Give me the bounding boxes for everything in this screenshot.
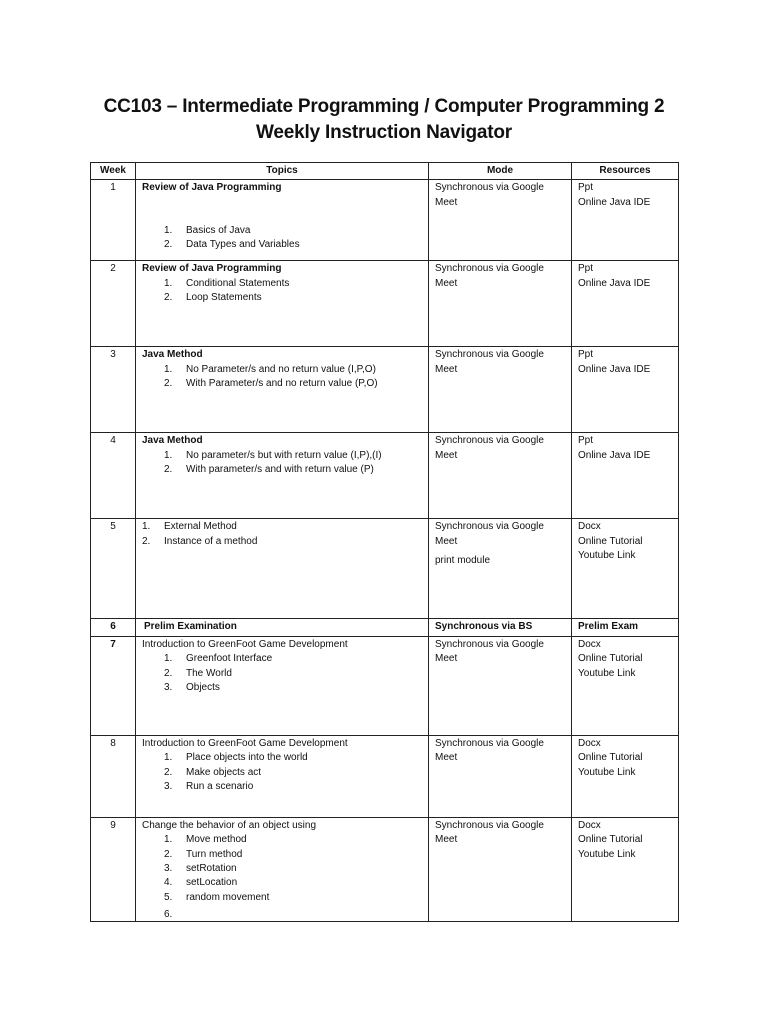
resource-item: Docx xyxy=(578,521,601,533)
list-item: 1. Place objects into the world xyxy=(164,752,308,764)
week-number: 3 xyxy=(91,347,136,433)
resource-item: Youtube Link xyxy=(578,848,636,860)
week-number: 2 xyxy=(91,261,136,347)
resource-item: Online Java IDE xyxy=(578,449,651,461)
document-title xyxy=(0,94,768,146)
topic-list xyxy=(142,449,422,478)
list-item: 1. No parameter/s but with return value (I,P),(I) xyxy=(164,449,382,461)
mode-cell: Synchronous via Google Meet xyxy=(429,347,572,433)
topics-cell xyxy=(136,261,429,347)
list-item: 2. With Parameter/s and no return value (P,O) xyxy=(164,378,378,390)
topic-heading: Prelim Examination xyxy=(144,621,237,633)
list-item: 1. No Parameter/s and no return value (I,P,O) xyxy=(164,363,376,375)
mode-text: Synchronous via Google Meet xyxy=(435,521,544,547)
resource-item: Youtube Link xyxy=(578,766,636,778)
mode-cell: Synchronous via Google Meet xyxy=(429,636,572,735)
week-number: 5 xyxy=(91,519,136,619)
topic-list xyxy=(142,363,422,392)
resources-cell xyxy=(572,433,679,519)
mode-cell: Synchronous via Google Meet xyxy=(429,261,572,347)
topics-cell xyxy=(136,636,429,735)
title-line-1: CC103 – Intermediate Programming / Computer Programming 2 xyxy=(103,96,665,117)
week-number: 9 xyxy=(91,817,136,921)
week-number: 1 xyxy=(91,180,136,261)
topic-heading: Introduction to GreenFoot Game Development xyxy=(142,638,348,650)
topic-list xyxy=(142,277,422,306)
list-item: 3. Run a scenario xyxy=(164,781,254,793)
resources-cell xyxy=(572,347,679,433)
list-item: 1. External Method xyxy=(142,521,237,533)
list-item: 1. Greenfoot Interface xyxy=(164,653,273,665)
resources-cell xyxy=(572,636,679,735)
mode-cell xyxy=(429,519,572,619)
mode-cell: Synchronous via Google Meet xyxy=(429,735,572,817)
table-row xyxy=(91,180,679,261)
resources-cell xyxy=(572,519,679,619)
resource-item: Ppt xyxy=(578,435,594,447)
resource-item: Docx xyxy=(578,638,601,650)
topics-cell xyxy=(136,735,429,817)
resource-item: Youtube Link xyxy=(578,667,636,679)
resources-cell xyxy=(572,817,679,921)
table-row xyxy=(91,735,679,817)
week-number: 8 xyxy=(91,735,136,817)
topics-cell xyxy=(136,519,429,619)
topics-cell xyxy=(136,619,429,636)
list-item: 2. The World xyxy=(164,667,232,679)
header-topics: Topics xyxy=(136,163,429,180)
resource-item: Online Tutorial xyxy=(578,834,643,846)
table-row xyxy=(91,261,679,347)
resource-item: Online Java IDE xyxy=(578,277,651,289)
list-item: 2. Data Types and Variables xyxy=(164,239,300,251)
resources-cell xyxy=(572,619,679,636)
mode-extra-text: print module xyxy=(435,555,491,567)
topic-heading: Change the behavior of an object using xyxy=(142,819,317,831)
resource-item: Ppt xyxy=(578,349,594,361)
table-row xyxy=(91,619,679,636)
resources-cell xyxy=(572,261,679,347)
resource-item: Online Tutorial xyxy=(578,653,643,665)
table-header-row xyxy=(91,163,679,180)
table-row xyxy=(91,817,679,921)
resources-cell xyxy=(572,180,679,261)
list-item: 1. Basics of Java xyxy=(164,224,251,236)
list-item: 2. Turn method xyxy=(164,848,243,860)
resource-item: Youtube Link xyxy=(578,550,636,562)
topic-heading: Introduction to GreenFoot Game Development xyxy=(142,737,348,749)
topic-heading: Java Method xyxy=(142,349,203,361)
list-item: 2. With parameter/s and with return value (P) xyxy=(164,464,374,476)
resource-item: Online Tutorial xyxy=(578,752,643,764)
resource-item: Prelim Exam xyxy=(578,621,639,633)
header-mode: Mode xyxy=(429,163,572,180)
mode-cell: Synchronous via Google Meet xyxy=(429,180,572,261)
resources-cell xyxy=(572,735,679,817)
header-week: Week xyxy=(91,163,136,180)
list-item: 2. Make objects act xyxy=(164,766,262,778)
resource-item: Online Tutorial xyxy=(578,535,643,547)
topic-list xyxy=(142,520,422,549)
topics-cell xyxy=(136,433,429,519)
list-item: 4. setLocation xyxy=(164,877,238,889)
topic-heading: Java Method xyxy=(142,435,203,447)
topics-cell xyxy=(136,347,429,433)
topic-list: 1. Move method 2. Turn method 3. setRotation 4. setLocation 5. random movement 6. xyxy=(142,833,422,905)
mode-cell: Synchronous via Google Meet xyxy=(429,433,572,519)
list-item: 3. Objects xyxy=(164,682,220,694)
list-item: 5. random movement xyxy=(164,891,270,903)
mode-cell: Synchronous via Google Meet xyxy=(429,817,572,921)
resource-item: Ppt xyxy=(578,263,594,275)
table-row xyxy=(91,519,679,619)
topic-list xyxy=(142,224,422,253)
mode-cell: Synchronous via BS xyxy=(429,619,572,636)
list-item: 1. Move method xyxy=(164,834,247,846)
resource-item: Online Java IDE xyxy=(578,196,651,208)
list-item: 1. Conditional Statements xyxy=(164,277,290,289)
table-row xyxy=(91,433,679,519)
resource-item: Online Java IDE xyxy=(578,363,651,375)
list-item: 3. setRotation xyxy=(164,863,237,875)
topic-heading: Review of Java Programming xyxy=(142,182,282,194)
header-resources: Resources xyxy=(572,163,679,180)
list-item: 2. Loop Statements xyxy=(164,292,262,304)
resource-item: Ppt xyxy=(578,182,594,194)
topics-cell xyxy=(136,180,429,261)
resource-item: Docx xyxy=(578,819,601,831)
table-row xyxy=(91,636,679,735)
weekly-navigator-table xyxy=(90,162,679,922)
week-number: 4 xyxy=(91,433,136,519)
list-item: 2. Instance of a method xyxy=(142,535,258,547)
week-number: 7 xyxy=(91,636,136,735)
topics-cell xyxy=(136,817,429,921)
table-row xyxy=(91,347,679,433)
title-line-2: Weekly Instruction Navigator xyxy=(256,122,512,143)
week-number: 6 xyxy=(91,619,136,636)
topic-heading: Review of Java Programming xyxy=(142,263,282,275)
topic-list xyxy=(142,652,422,695)
resource-item: Docx xyxy=(578,737,601,749)
topic-list xyxy=(142,751,422,794)
